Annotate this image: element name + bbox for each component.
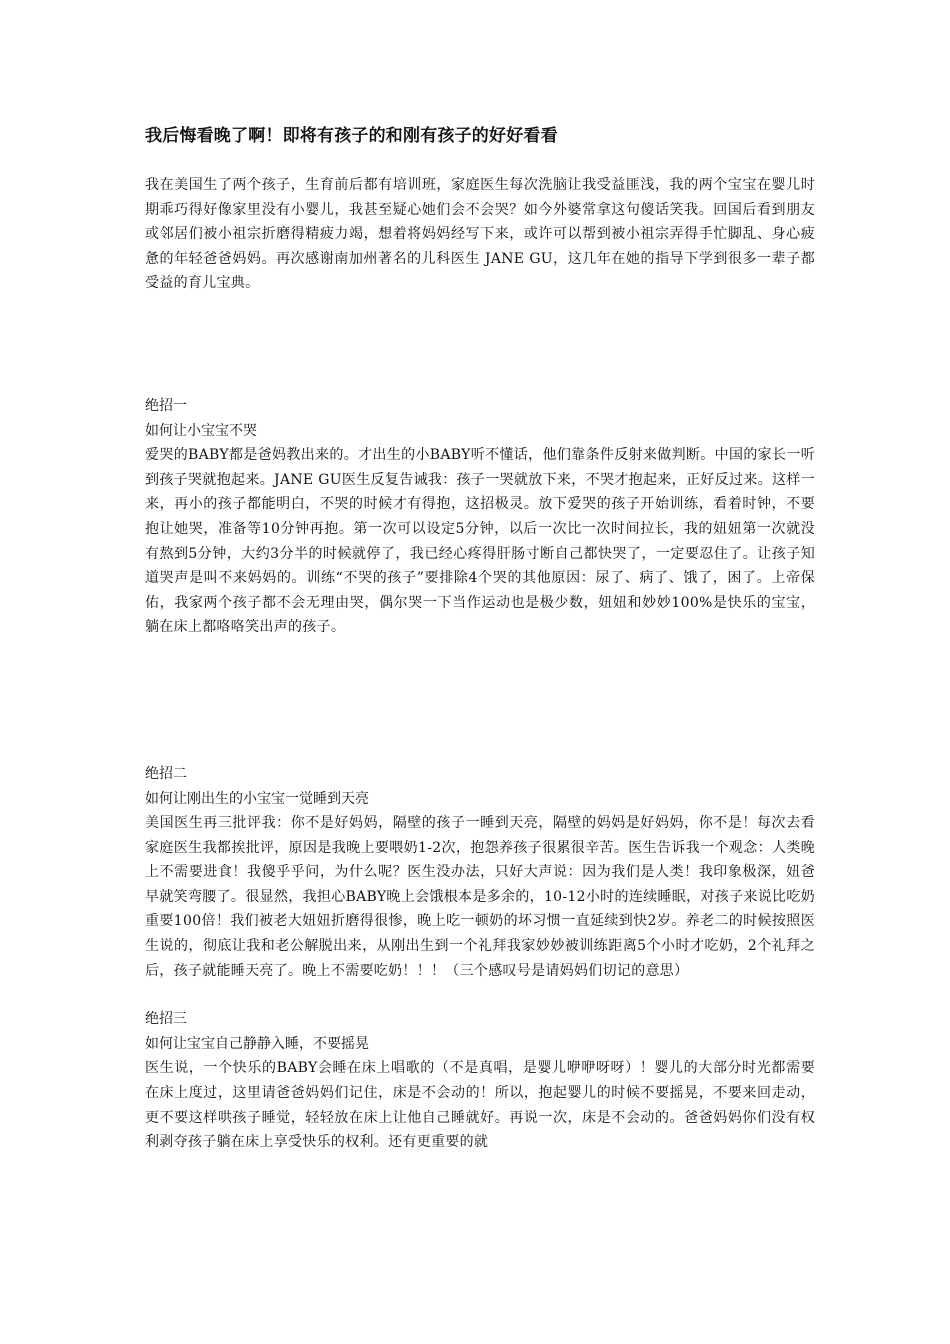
section-subtitle: 如何让宝宝自己静静入睡，不要摇晃 [145,1035,369,1052]
section-body: 美国医生再三批评我：你不是好妈妈，隔壁的孩子一睡到天亮，隔壁的妈妈是好妈妈，你不是！每次去看家庭医生我都挨批评，原因是我晚上要喂奶1-2次，抱怨养孩子很累很辛苦。医生告诉我一个观念：人类晚上不需要进食！我傻乎乎问，为什么呢？医生没办法，只好大声说：因为我们是人类！我印象极深，妞爸早就笑弯腰了。很显然，我担心BABY晚上会饿根本是多余的，10-12小时的连续睡眠，对孩子来说比吃奶重要100倍！我们被老大妞妞折磨得很惨，晚上吃一顿奶的坏习惯一直延续到快2岁。养老二的时候按照医生说的，彻底让我和老公解脱出来，从刚出生到一个礼拜我家妙妙被训练距离5个小时才吃奶，2个礼拜之后，孩子就能睡天亮了。晚上不需要吃奶！！！（三个感叹号是请妈妈们切记的意思） [145,815,815,979]
section-label: 绝招一 [145,397,187,414]
section-2 [145,762,815,983]
section-1 [145,394,815,640]
section-label: 绝招三 [145,1011,187,1028]
spacer [145,296,815,394]
section-subtitle: 如何让刚出生的小宝宝一觉睡到天亮 [145,790,369,807]
spacer [145,983,815,1007]
document-page [145,122,815,1155]
intro-paragraph: 我在美国生了两个孩子，生育前后都有培训班，家庭医生每次洗脑让我受益匪浅，我的两个宝宝在婴儿时期乖巧得好像家里没有小婴儿，我甚至疑心她们会不会哭？如今外婆常拿这句傻话笑我。回国后看到朋友或邻居们被小祖宗折磨得精疲力竭，想着将妈妈经写下来，或许可以帮到被小祖宗弄得手忙脚乱、身心疲惫的年轻爸爸妈妈。再次感谢南加州著名的儿科医生 JANE GU，这几年在她的指导下学到很多一辈子都受益的育儿宝典。 [145,177,815,292]
section-subtitle: 如何让小宝宝不哭 [145,422,257,439]
document-title: 我后悔看晚了啊！即将有孩子的和刚有孩子的好好看看 [145,126,558,146]
section-body: 爱哭的BABY都是爸妈教出来的。才出生的小BABY听不懂话，他们靠条件反射来做判断。中国的家长一听到孩子哭就抱起来。JANE GU医生反复告诫我：孩子一哭就放下来，不哭才抱起来，正好反过来。这样一来，再小的孩子都能明白，不哭的时候才有得抱，这招极灵。放下爱哭的孩子开始训练，看着时钟，不要抱让她哭，准备等10分钟再抱。第一次可以设定5分钟，以后一次比一次时间拉长，我的妞妞第一次就没有熬到5分钟，大约3分半的时候就停了，我已经心疼得肝肠寸断自己都快哭了，一定要忍住了。让孩子知道哭声是叫不来妈妈的。训练“不哭的孩子”要排除4个哭的其他原因：尿了、病了、饿了，困了。上帝保佑，我家两个孩子都不会无理由哭，偶尔哭一下当作运动也是极少数，妞妞和妙妙100%是快乐的宝宝，躺在床上都咯咯笑出声的孩子。 [145,447,815,636]
spacer [145,640,815,762]
section-body: 医生说，一个快乐的BABY会睡在床上唱歌的（不是真唱，是婴儿咿咿呀呀）！婴儿的大部分时光都需要在床上度过，这里请爸爸妈妈们记住，床是不会动的！所以，抱起婴儿的时候不要摇晃，不要来回走动，更不要这样哄孩子睡觉，轻轻放在床上让他自己睡就好。再说一次，床是不会动的。爸爸妈妈你们没有权利剥夺孩子躺在床上享受快乐的权利。还有更重要的就 [145,1060,815,1151]
section-label: 绝招二 [145,765,187,782]
section-3 [145,1007,815,1155]
